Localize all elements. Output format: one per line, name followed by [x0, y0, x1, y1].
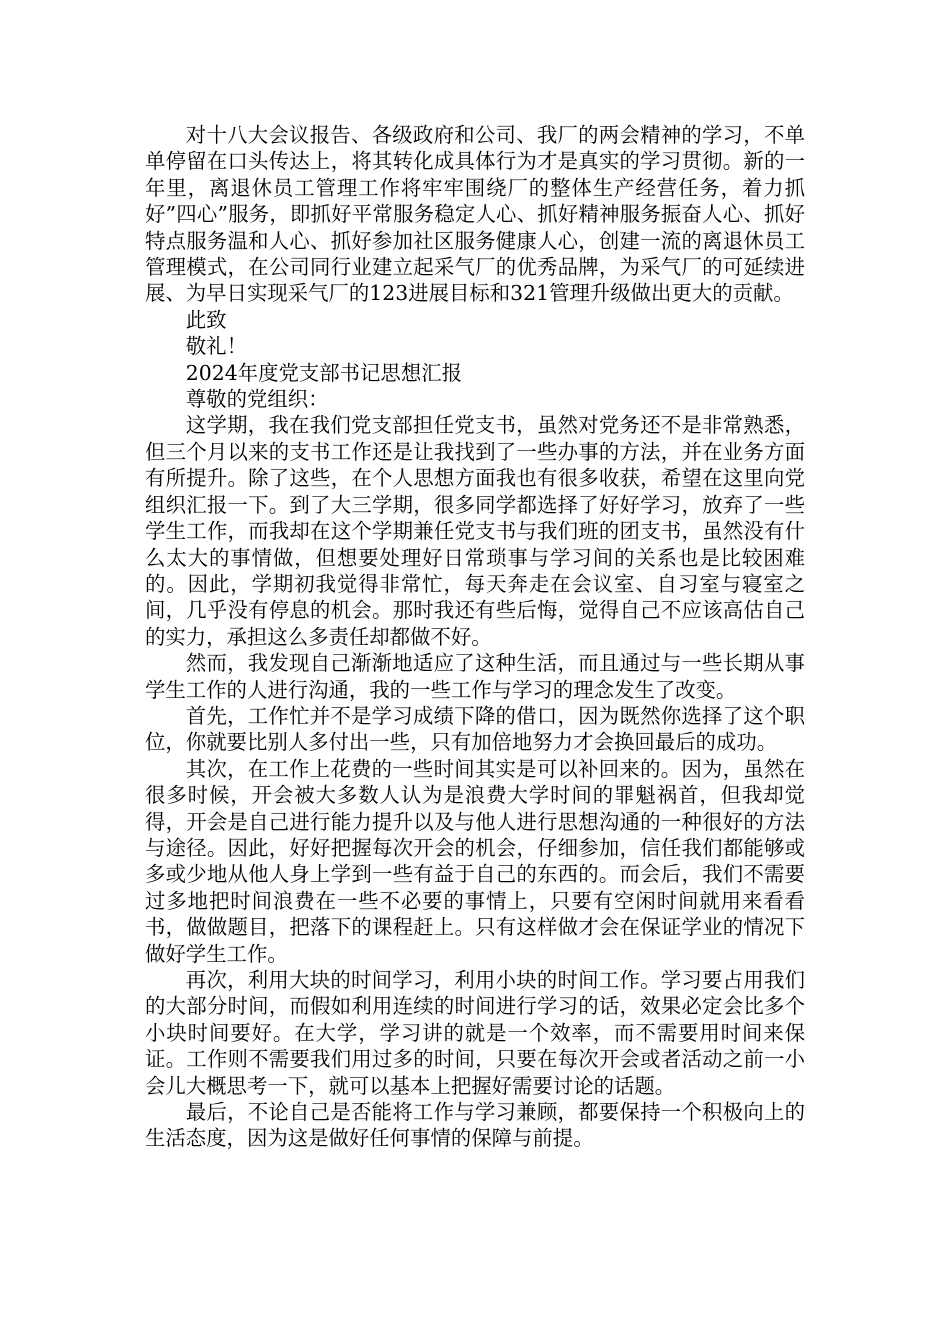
closing-salutation: 此致 [185, 307, 227, 332]
paragraph-second-point: 其次，在工作上花费的一些时间其实是可以补回来的。因为，虽然在很多时候，开会被大多数人认为是浪费大学时间的罪魁祸首，但我却觉得，开会是自己进行能力提升以及与他人进行思想沟通的一种很好的方法与途径。因此，好好把握每次开会的机会，仔细参加，信任我们都能够或多或少地从他人身上学到一些有益于自己的东西的。而会后，我们不需要过多地把时间浪费在一些不必要的事情上，只要有空闲时间就用来看看书，做做题目，把落下的课程赶上。只有这样做才会在保证学业的情况下做好学生工作。 [145, 756, 805, 966]
document-body [145, 122, 805, 1152]
report-greeting: 尊敬的党组织： [185, 387, 329, 412]
report-title: 2024年度党支部书记思想汇报 [185, 360, 462, 385]
paragraph-final-point: 最后，不论自己是否能将工作与学习兼顾，都要保持一个积极向上的生活态度，因为这是做好任何事情的保障与前提。 [145, 1100, 805, 1151]
paragraph-adaptation: 然而，我发现自己渐渐地适应了这种生活，而且通过与一些长期从事学生工作的人进行沟通，我的一些工作与学习的理念发生了改变。 [145, 651, 805, 702]
paragraph-introduction: 这学期，我在我们党支部担任党支书，虽然对党务还不是非常熟悉，但三个月以来的支书工作还是让我找到了一些办事的方法，并在业务方面有所提升。除了这些，在个人思想方面我也有很多收获，希望在这里向党组织汇报一下。到了大三学期，很多同学都选择了好好学习，放弃了一些学生工作，而我却在这个学期兼任党支书与我们班的团支书，虽然没有什么太大的事情做，但想要处理好日常琐事与学习间的关系也是比较困难的。因此，学期初我觉得非常忙，每天奔走在会议室、自习室与寝室之间，几乎没有停息的机会。那时我还有些后悔，觉得自己不应该高估自己的实力，承担这么多责任却都做不好。 [145, 413, 805, 649]
paragraph-study-spirit: 对十八大会议报告、各级政府和公司、我厂的两会精神的学习，不单单停留在口头传达上，将其转化成具体行为才是真实的学习贯彻。新的一年里，离退休员工管理工作将牢牢围绕厂的整体生产经营任务，着力抓好”四心”服务，即抓好平常服务稳定人心、抓好精神服务振奋人心、抓好特点服务温和人心、抓好参加社区服务健康人心，创建一流的离退休员工管理模式，在公司同行业建立起采气厂的优秀品牌，为采气厂的可延续进展、为早日实现采气厂的123进展目标和321管理升级做出更大的贡献。 [145, 123, 805, 306]
paragraph-first-point: 首先，工作忙并不是学习成绩下降的借口，因为既然你选择了这个职位，你就要比别人多付出一些，只有加倍地努力才会换回最后的成功。 [145, 703, 805, 755]
paragraph-third-point: 再次，利用大块的时间学习，利用小块的时间工作。学习要占用我们的大部分时间，而假如利用连续的时间进行学习的话，效果必定会比多个小块时间要好。在大学，学习讲的就是一个效率，而不需要用时间来保证。工作则不需要我们用过多的时间，只要在每次开会或者活动之前一小会儿大概思考一下，就可以基本上把握好需要讨论的话题。 [145, 968, 805, 1098]
closing-regards: 敬礼！ [185, 334, 247, 359]
